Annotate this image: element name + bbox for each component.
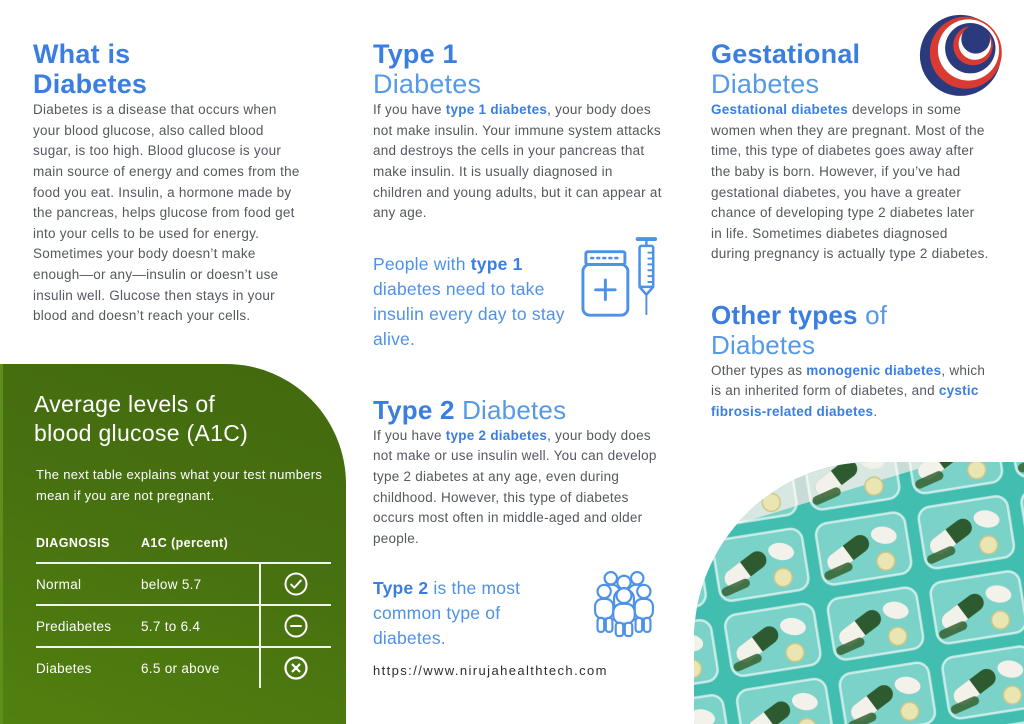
- value-cell: 5.7 to 6.4: [141, 618, 201, 634]
- section-type1-type2: [373, 40, 662, 680]
- text-run: Other types as: [711, 362, 807, 378]
- section-what-is-diabetes: [33, 40, 301, 327]
- gestational-paragraph: [711, 100, 989, 265]
- a1c-panel-title-line1: Average levels of: [34, 391, 216, 417]
- section-gestational-other: [711, 40, 989, 423]
- heading-type-1-diabetes: [373, 40, 662, 100]
- text-run: , your body does not make or use insulin well. You can develop type 2 diabetes at any age, even during childhood. However, this type of diabetes occurs most often in middle-aged and older people.: [373, 427, 657, 546]
- text-run: .: [873, 404, 878, 420]
- table-row-normal: [36, 564, 331, 606]
- table-row-prediabetes: [36, 606, 331, 648]
- a1c-panel-title: [34, 390, 330, 448]
- type-2-callout-text: [373, 576, 576, 651]
- heading-diabetes: Diabetes: [711, 68, 820, 99]
- heading-other-types: [711, 301, 989, 361]
- diagnosis-cell: Normal: [36, 576, 82, 592]
- text-run: diabetes need to take insulin every day to stay alive.: [373, 278, 565, 349]
- type-2-diabetes-bold: type 2 diabetes: [445, 427, 548, 443]
- heading-type-2-diabetes: [373, 396, 662, 426]
- a1c-table-header-percent: A1C (percent): [141, 536, 229, 551]
- heading-gestational: Gestational: [711, 39, 861, 69]
- check-circle-icon: [259, 564, 331, 604]
- heading-line-1: What is: [33, 39, 131, 69]
- diagnosis-cell: Prediabetes: [36, 618, 112, 634]
- heading-diabetes: Diabetes: [373, 68, 482, 99]
- other-types-bold: Other types: [711, 300, 858, 331]
- text-run: If you have: [373, 101, 446, 117]
- insulin-vial-syringe-icon: [580, 236, 662, 331]
- a1c-levels-panel: [0, 364, 346, 724]
- heading-diabetes-light: Diabetes: [454, 394, 567, 425]
- a1c-panel-subtitle: The next table explains what your test numbers mean if you are not pregnant.: [36, 466, 323, 503]
- minus-circle-icon: [259, 606, 331, 646]
- text-run: develops in some women when they are pregnant. Most of the time, this type of diabetes goes away after the baby is born. However, if you’ve had gestational diabetes, you have a greater chance of developing type 2 diabetes later in life. Sometimes diabetes diagnosed during pregnancy is actually type 2 diabetes.: [711, 101, 989, 262]
- type-2-callout: [373, 576, 662, 651]
- a1c-table-header-diagnosis: DIAGNOSIS: [36, 536, 110, 551]
- type-1-bold: type 1: [470, 253, 523, 274]
- monogenic-diabetes-bold: monogenic diabetes: [806, 362, 942, 378]
- pills-blister-photo: [694, 462, 1024, 724]
- table-row-diabetes: [36, 648, 331, 688]
- heading-line-2: Diabetes: [33, 68, 148, 99]
- niruja-healthtech-logo-icon: [919, 13, 1009, 96]
- value-cell: below 5.7: [141, 576, 202, 592]
- cystic-fibrosis-bold: cystic fibrosis-related diabetes: [711, 383, 979, 420]
- text-run: , which is an inherited form of diabetes, and: [711, 362, 986, 399]
- type-1-callout-text: [373, 252, 570, 352]
- a1c-table-header-row: [36, 524, 331, 564]
- type-1-diabetes-bold: type 1 diabetes: [445, 101, 548, 117]
- type-2-paragraph: [373, 426, 662, 550]
- a1c-panel-title-line2: blood glucose (A1C): [34, 419, 249, 446]
- people-group-icon: [586, 568, 662, 643]
- cross-circle-icon: [259, 648, 331, 688]
- text-run: People with: [373, 253, 471, 274]
- website-url-link[interactable]: https://www.nirujahealthtech.com: [373, 662, 608, 678]
- other-types-paragraph: [711, 361, 989, 423]
- heading-type-1: Type 1: [373, 39, 458, 69]
- text-run: , your body does not make insulin. Your immune system attacks and destroys the cells in your pancreas that make insulin. It is usually diagnosed in children and young adults, but it can appear at any age.: [373, 101, 662, 221]
- heading-type-2: Type 2: [373, 394, 455, 425]
- text-run: is the most common type of diabetes.: [373, 577, 521, 648]
- type-1-callout: [373, 252, 662, 352]
- heading-what-is-diabetes: [33, 40, 301, 100]
- a1c-table: [36, 524, 331, 688]
- type-2-bold: Type 2: [373, 577, 429, 598]
- diagnosis-cell: Diabetes: [36, 660, 92, 676]
- text-run: If you have: [373, 427, 446, 443]
- what-is-diabetes-paragraph: Diabetes is a disease that occurs when your blood glucose, also called blood sugar, is too high. Blood glucose is your main source of energy and comes from the food you eat. Insulin, a hormone made by the pancreas, helps glucose from food get into your cells to be used for energy. Sometimes your body doesn’t make enough—or any—insulin or doesn’t use insulin well. Glucose then stays in your blood and doesn’t reach your cells.: [33, 101, 300, 324]
- type-1-paragraph: [373, 100, 662, 224]
- of-diabetes-light: of Diabetes: [711, 300, 888, 360]
- gestational-diabetes-bold: Gestational diabetes: [711, 101, 849, 117]
- value-cell: 6.5 or above: [141, 660, 220, 676]
